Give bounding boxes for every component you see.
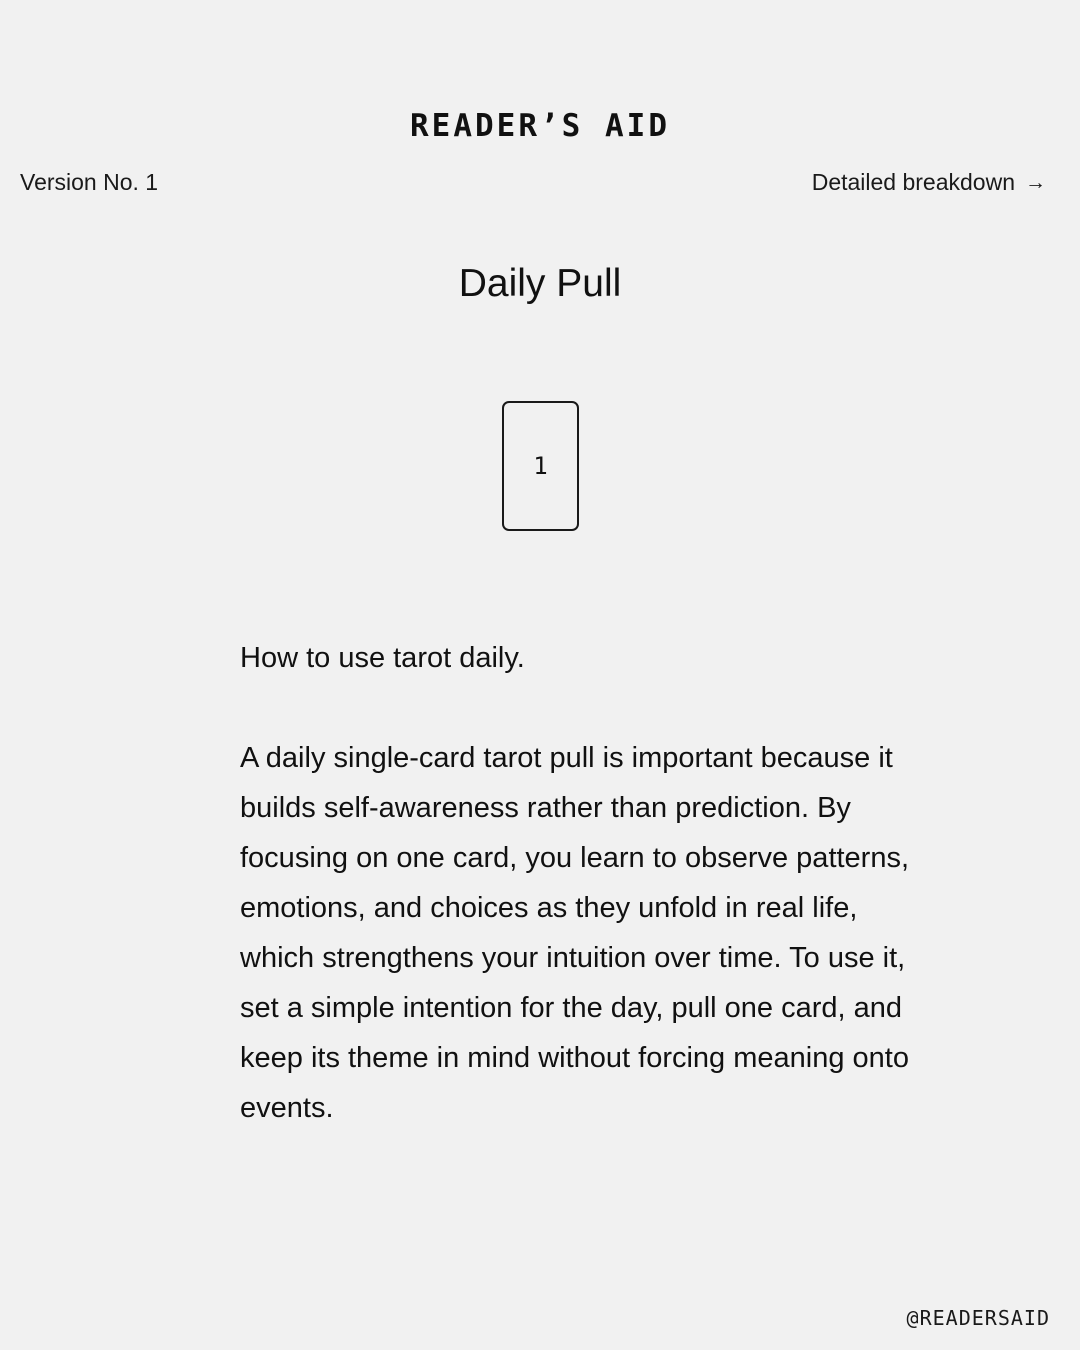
brand-title: READER’S AID bbox=[410, 108, 670, 144]
card-position-number: 1 bbox=[533, 452, 548, 480]
spread-title: Daily Pull bbox=[458, 262, 622, 305]
arrow-right-icon: → bbox=[1025, 170, 1046, 194]
description-intro: How to use tarot daily. bbox=[240, 642, 525, 674]
detailed-breakdown-label: Detailed breakdown bbox=[811, 169, 1015, 195]
version-label: Version No. 1 bbox=[20, 169, 159, 195]
social-handle: @READERSAID bbox=[906, 1306, 1050, 1330]
detailed-breakdown-link[interactable] bbox=[812, 169, 1046, 196]
tarot-card-position bbox=[502, 401, 579, 531]
description-body: A daily single-card tarot pull is important because it builds self-awareness rather than prediction. By focusing on one card, you learn to observe patterns, emotions, and choices as they unfold in real life, which strengthens your intuition over time. To use it, set a simple intention for the day, pull one card, and keep its theme in mind without forcing meaning onto events. bbox=[240, 742, 910, 1124]
description-block bbox=[240, 633, 930, 1133]
